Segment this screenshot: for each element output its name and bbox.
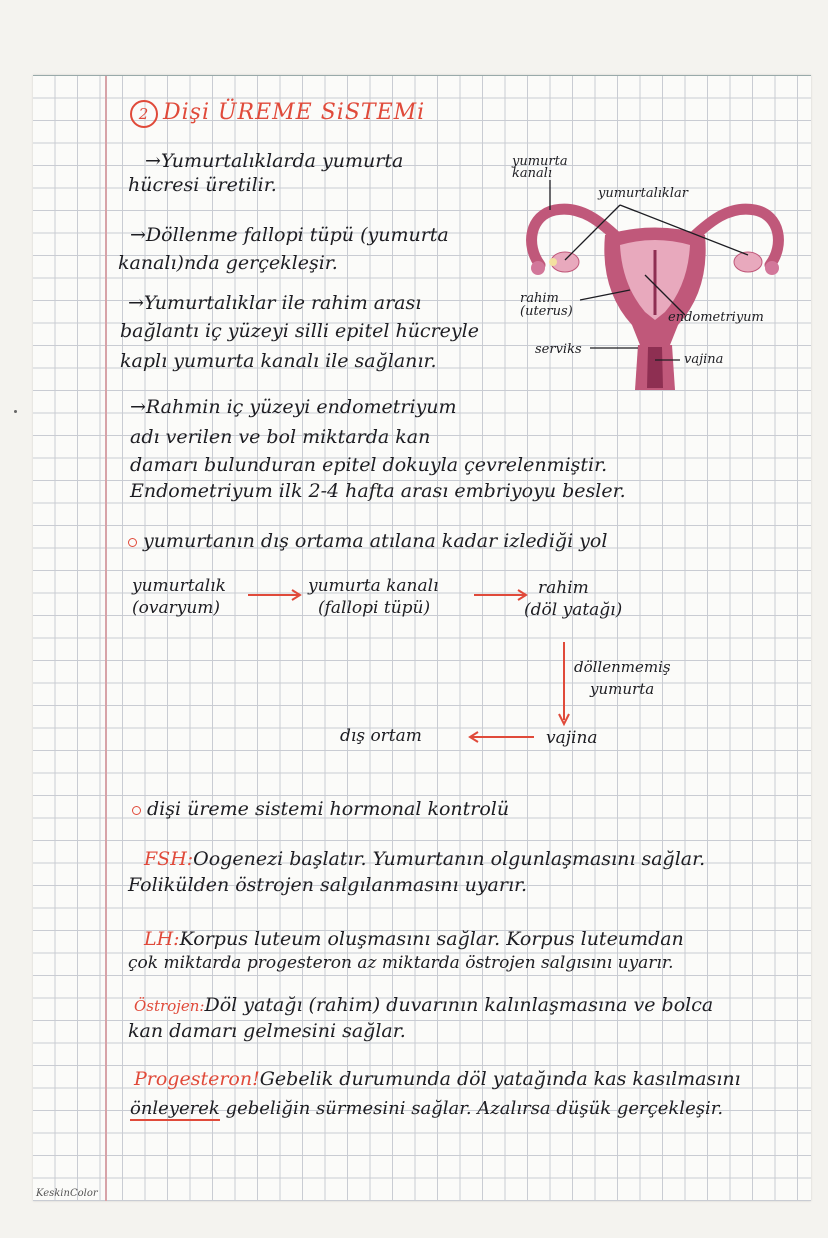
para1-line2: hücresi üretilir.: [128, 174, 277, 196]
para2-line1: →Döllenme fallopi tüpü (yumurta: [130, 224, 449, 246]
flow-node-uterus-1: rahim: [538, 578, 589, 598]
page-title: [130, 100, 425, 128]
arrow-down-icon: [556, 640, 572, 728]
estrogen-text-1: Döl yatağı (rahim) duvarının kalınlaşmasına ve bolca: [204, 994, 714, 1016]
para4-line1: →Rahmin iç yüzeyi endometriyum: [130, 396, 457, 418]
path-heading-text: yumurtanın dış ortama atılana kadar izlediği yol: [143, 530, 608, 552]
estrogen-line2: kan damarı gelmesini sağlar.: [128, 1020, 406, 1042]
hormone-heading-text: dişi üreme sistemi hormonal kontrolü: [147, 798, 510, 820]
progesterone-line1: [134, 1070, 741, 1089]
paper-speck: [14, 410, 17, 413]
estrogen-line1: [134, 996, 713, 1015]
fsh-text-1: Oogenezi başlatır. Yumurtanın olgunlaşmasını sağlar.: [193, 848, 706, 870]
label-cervix: serviks: [535, 342, 582, 357]
lh-line2: çok miktarda progesteron az miktarda östrojen salgısını uyarır.: [128, 953, 674, 973]
flow-node-oviduct-2: (fallopi tüpü): [318, 598, 431, 618]
section-number: 2: [130, 100, 158, 128]
fsh-line2: Folikülden östrojen salgılanmasını uyarır.: [128, 874, 528, 896]
flow-node-oviduct-1: yumurta kanalı: [308, 576, 439, 596]
lh-label: LH:: [144, 928, 180, 950]
flow-node-vagina: vajina: [546, 728, 598, 748]
hormone-heading: [132, 800, 509, 819]
label-endometrium: endometriyum: [668, 310, 764, 325]
lh-line1: [144, 930, 684, 949]
progesterone-label: Progesteron!: [134, 1068, 260, 1090]
arrow-right-icon: [472, 588, 532, 602]
flow-node-outside: dış ortam: [340, 726, 422, 746]
flow-node-uterus-2: (döl yatağı): [524, 600, 623, 620]
flow-node-ovary-2: (ovaryum): [132, 598, 221, 618]
progesterone-text-1: Gebelik durumunda döl yatağında kas kasılmasını: [259, 1068, 741, 1090]
arrow-left-icon: [466, 730, 538, 744]
para1-line1: →Yumurtalıklarda yumurta: [145, 150, 404, 172]
bullet-icon: [128, 538, 137, 547]
progesterone-emphasis: önleyerek: [130, 1098, 220, 1119]
lh-text-1: Korpus luteum oluşmasını sağlar. Korpus luteumdan: [179, 928, 684, 950]
para2-line2: kanalı)nda gerçekleşir.: [118, 252, 338, 274]
fsh-line1: [144, 850, 705, 869]
signature: KeskinColor: [36, 1188, 98, 1199]
flow-note-1: döllenmemiş: [574, 658, 671, 676]
para4-line4: Endometriyum ilk 2-4 hafta arası embriyoyu besler.: [130, 480, 626, 502]
margin-line: [105, 76, 107, 1201]
para3-line3: kaplı yumurta kanalı ile sağlanır.: [120, 350, 437, 372]
estrogen-label: Östrojen:: [134, 997, 205, 1015]
title-text: Dişi ÜREME SiSTEMi: [163, 100, 426, 125]
label-vagina: vajina: [684, 352, 724, 367]
flow-note-2: yumurta: [590, 680, 655, 698]
bullet-icon: [132, 806, 141, 815]
label-ovaries: yumurtalıklar: [598, 186, 688, 201]
para3-line1: →Yumurtalıklar ile rahim arası: [128, 292, 422, 314]
para4-line3: damarı bulunduran epitel dokuyla çevrelenmiştir.: [130, 454, 608, 476]
label-uterus: rahim (uterus): [520, 291, 573, 319]
label-oviduct: [512, 156, 582, 180]
fsh-label: FSH:: [144, 848, 194, 870]
progesterone-text-2: gebeliğin sürmesini sağlar. Azalırsa düşük gerçekleşir.: [225, 1098, 724, 1119]
para3-line2: bağlantı iç yüzeyi silli epitel hücreyle: [120, 320, 479, 342]
para4-line2: adı verilen ve bol miktarda kan: [130, 426, 431, 448]
flow-node-ovary-1: yumurtalık: [132, 576, 226, 596]
path-heading: [128, 532, 607, 551]
arrow-right-icon: [246, 588, 306, 602]
label-oviduct-text: yumurta kanalı: [512, 154, 568, 181]
progesterone-line2: [130, 1100, 723, 1118]
